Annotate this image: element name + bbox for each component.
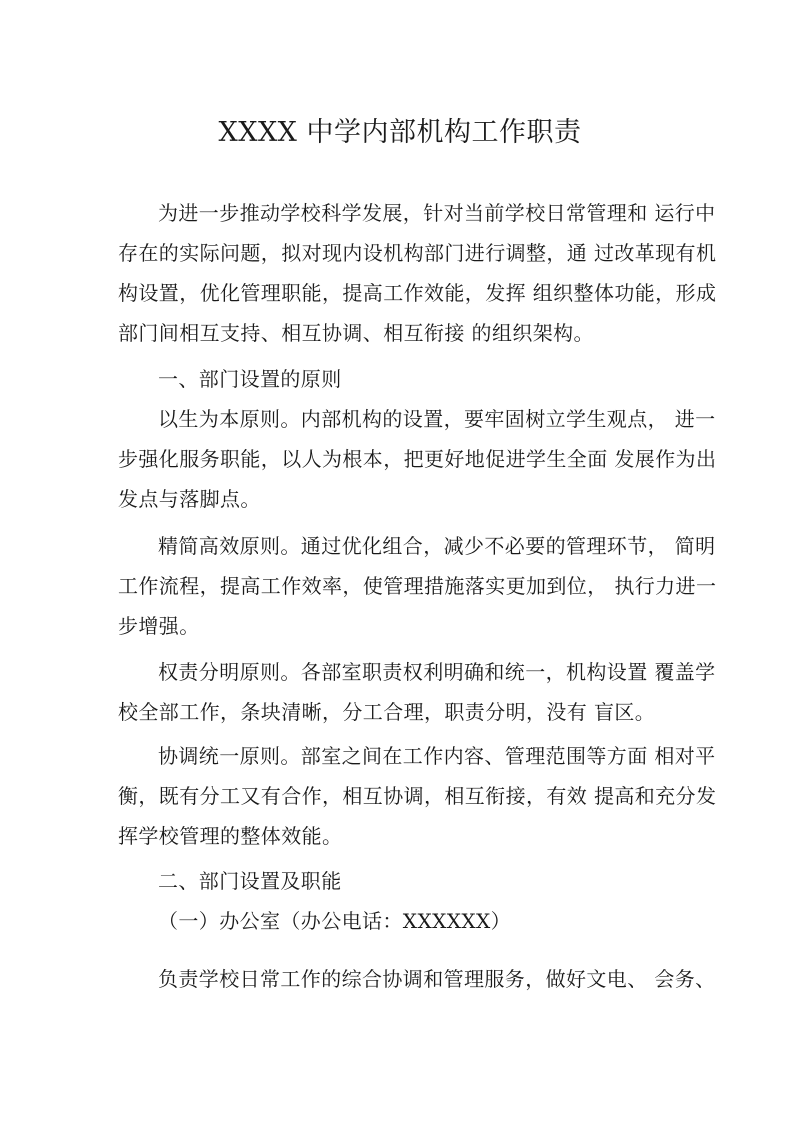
- document-title: XXXX 中学内部机构工作职责: [218, 117, 582, 148]
- paragraph-line: 挥学校管理的整体效能。: [118, 824, 343, 848]
- paragraph-line: 存在的实际问题，拟对现内设机构部门进行调整，通 过改革现有机: [118, 241, 717, 265]
- paragraph-line: 校全部工作，条块清晰，分工合理，职责分明，没有 盲区。: [118, 700, 656, 724]
- paragraph-line: 精简高效原则。通过优化组合，减少不必要的管理环节， 简明: [158, 534, 716, 558]
- paragraph-line: 步强化服务职能，以人为根本，把更好地促进学生全面 发展作为出: [118, 447, 717, 471]
- paragraph-line: 衡，既有分工又有合作，相互协调，相互衔接，有效 提高和充分发: [118, 784, 717, 808]
- paragraph-line: 以生为本原则。内部机构的设置，要牢固树立学生观点， 进一: [158, 407, 716, 431]
- section-heading: 一、部门设置的原则: [158, 367, 342, 391]
- paragraph-line: 工作流程，提高工作效率，使管理措施落实更加到位， 执行力进一: [118, 574, 717, 598]
- paragraph-line: 发点与落脚点。: [118, 487, 261, 511]
- paragraph-line: 负责学校日常工作的综合协调和管理服务，做好文电、 会务、: [158, 967, 716, 991]
- paragraph-line: 构设置，优化管理职能，提高工作效能，发挥 组织整体功能，形成: [118, 281, 717, 305]
- paragraph-line: 步增强。: [118, 614, 200, 638]
- paragraph-line: 部门间相互支持、相互协调、相互衔接 的组织架构。: [118, 321, 594, 345]
- paragraph-line: 为进一步推动学校科学发展，针对当前学校日常管理和 运行中: [158, 201, 716, 225]
- section-heading: 二、部门设置及职能: [158, 869, 342, 893]
- paragraph-line: 协调统一原则。部室之间在工作内容、管理范围等方面 相对平: [158, 744, 716, 768]
- paragraph-line: 权责分明原则。各部室职责权利明确和统一，机构设置 覆盖学: [158, 660, 716, 684]
- subsection-heading: （一）办公室（办公电话：XXXXXX）: [158, 909, 512, 933]
